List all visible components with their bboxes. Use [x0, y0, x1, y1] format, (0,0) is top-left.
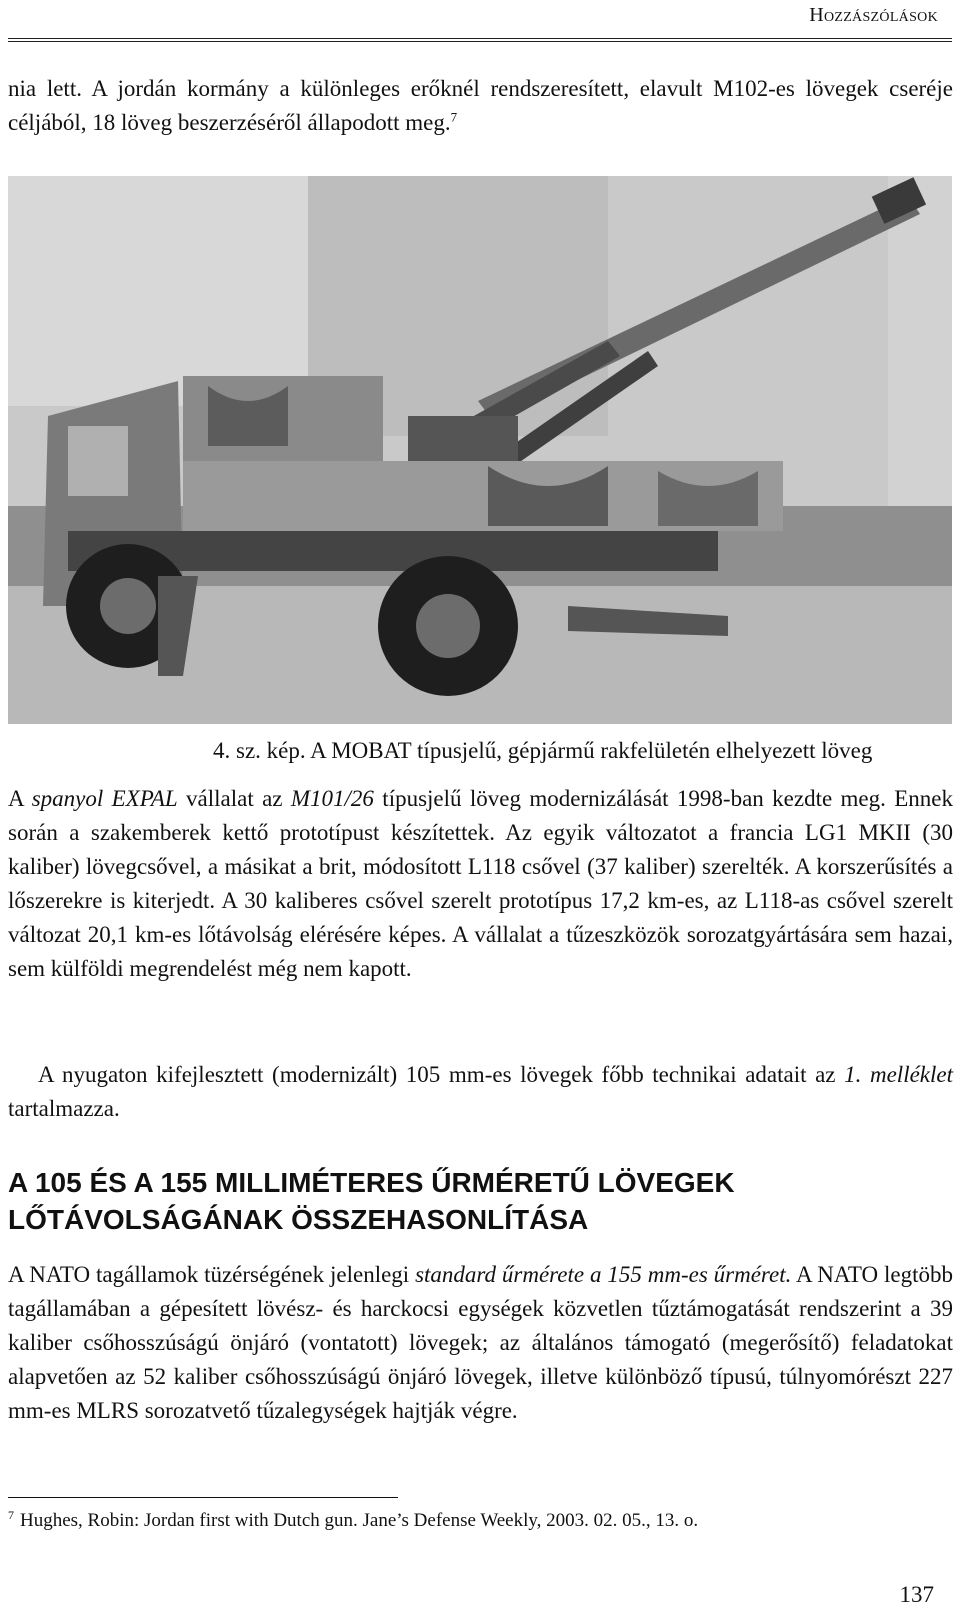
- expal-text-3: típusjelű löveg modernizálását 1998-ban kezdte meg. Ennek során a szakemberek kettő prototípust készítettek. Az egyik változatot a francia LG1 MKII (30 kaliber) lövegcsővel, a másikat a brit, módosított L118 csővel (37 kaliber) szerelték. A korszerűsítés a lőszerekre is kiterjedt. A 30 kaliberes csővel szerelt prototípus 17,2 km-es, az L118-as csővel szerelt változat 20,1 km-es lőtávolság elérésére képes. A vállalat a tűzeszközök sorozatgyártására sem hazai, sem külföldi megrendelést még nem kapott.: [8, 786, 954, 981]
- western-text-1: A nyugaton kifejlesztett (modernizált) 105 mm-es lövegek főbb technikai adatait az: [38, 1062, 845, 1087]
- paragraph-top-text: nia lett. A jordán kormány a különleges erőknél rendszeresített, elavult M102-es lövegek cseréje céljából, 18 löveg beszerzéséről állapodott meg.: [8, 76, 953, 135]
- footnote-ref: 7: [450, 109, 458, 125]
- section-heading: A 105 ÉS A 155 MILLIMÉTERES ŰRMÉRETŰ LÖVEGEK LŐTÁVOLSÁGÁNAK ÖSSZEHASONLÍTÁSA: [8, 1167, 735, 1235]
- western-text-2: tartalmazza.: [8, 1096, 120, 1121]
- running-header: Hozzászólások: [809, 4, 938, 26]
- expal-text-1: A: [8, 786, 32, 811]
- footnote-rule: [8, 1497, 398, 1498]
- header-rule: [8, 38, 952, 42]
- truck-gun-photo: [8, 176, 952, 724]
- expal-text-2: vállalat az: [177, 786, 291, 811]
- footnote-number: 7: [8, 1507, 14, 1522]
- expal-italic-company: spanyol EXPAL: [31, 786, 178, 811]
- nato-text-1: A NATO tagállamok tüzérségének jelenlegi: [8, 1262, 416, 1287]
- paragraph-top: [8, 72, 953, 140]
- footnote-text: Hughes, Robin: Jordan first with Dutch gun. Jane’s Defense Weekly, 2003. 02. 05., 13. o.: [20, 1510, 699, 1531]
- expal-italic-type: M101/26: [290, 786, 374, 811]
- western-italic-annex: 1. melléklet: [844, 1062, 953, 1087]
- nato-text-2: A NATO legtöbb tagállamában a gépesített lövész- és harckocsi egységek közvetlen tűztámogatását rendszerint a 39 kaliber csőhosszúságú önjáró (vontatott) lövegek; az általános támogató (megerősítő) feladatokat alapvetően az 52 kaliber csőhosszúságú önjáró lövegek, illetve különböző típusú, túlnyomórészt 227 mm-es MLRS sorozatvető tűzalegységek hajtják végre.: [8, 1262, 953, 1423]
- page-number: 137: [899, 1582, 934, 1607]
- paragraph-western: [8, 1058, 953, 1126]
- paragraph-nato: [8, 1258, 953, 1428]
- photo-caption: 4. sz. kép. A MOBAT típusjelű, gépjármű rakfelületén elhelyezett löveg: [213, 738, 873, 763]
- footnote: [8, 1507, 699, 1532]
- nato-italic-standard: standard űrmérete a 155 mm-es űrméret.: [415, 1262, 792, 1287]
- paragraph-expal: [8, 782, 953, 986]
- truck-gun-illustration: [8, 176, 952, 724]
